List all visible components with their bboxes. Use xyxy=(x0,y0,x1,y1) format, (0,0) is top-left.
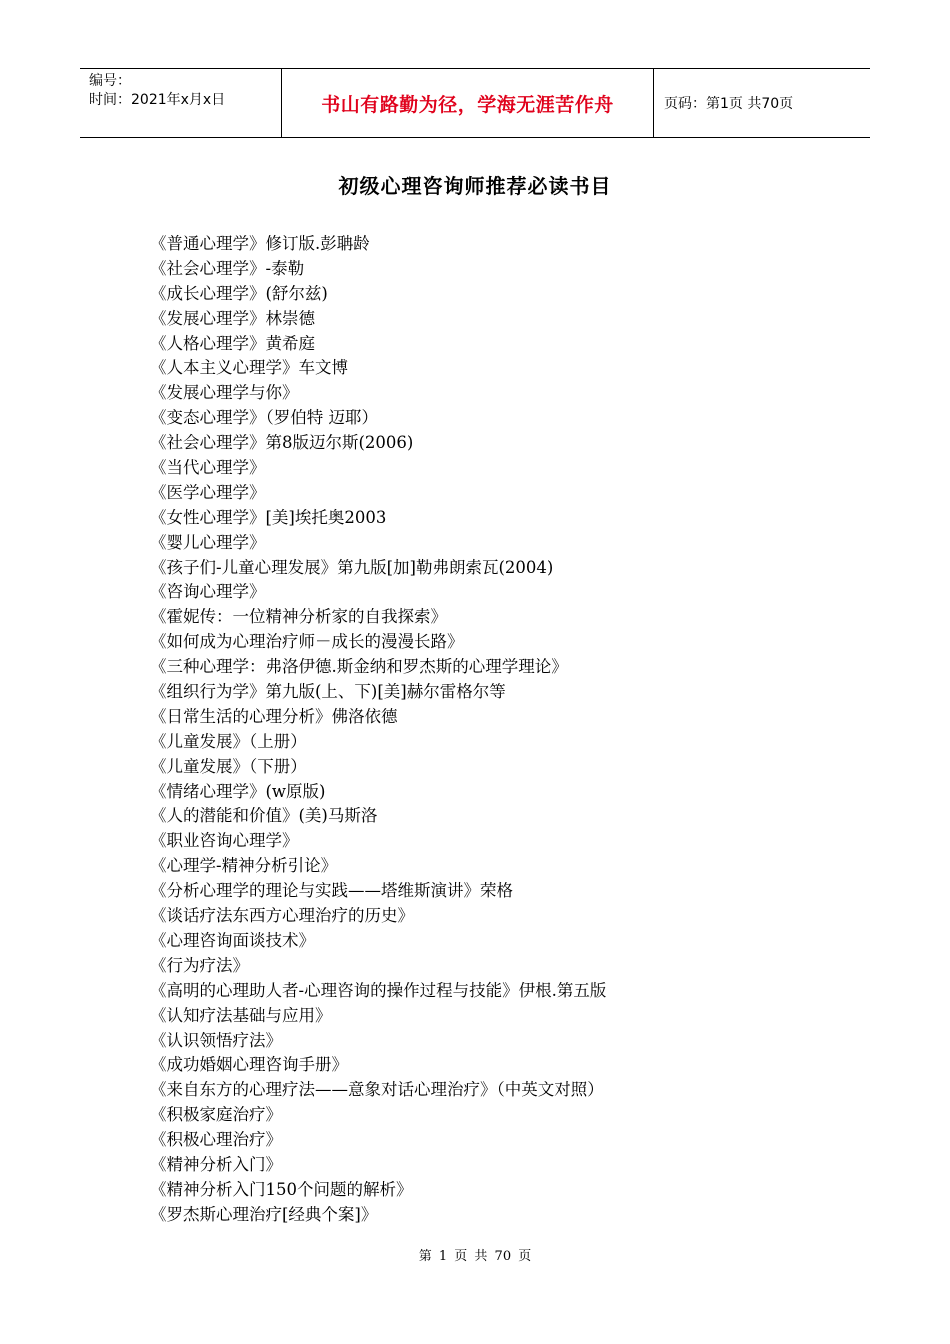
book-list-item: 《发展心理学与你》 xyxy=(150,383,299,403)
book-list-item: 《婴儿心理学》 xyxy=(150,532,266,552)
book-list-item: 《日常生活的心理分析》佛洛依德 xyxy=(150,706,398,726)
header-motto: 书山有路勤为径，学海无涯苦作舟 xyxy=(281,69,654,137)
book-list-item: 《情绪心理学》(w原版) xyxy=(150,781,326,801)
book-list-item: 《认知疗法基础与应用》 xyxy=(150,1005,332,1025)
book-list-item: 《变态心理学》（罗伯特 迈耶） xyxy=(150,408,378,428)
book-list-item: 《社会心理学》-泰勒 xyxy=(150,258,305,278)
book-list-item: 《来自东方的心理疗法——意象对话心理治疗》（中英文对照） xyxy=(150,1080,604,1100)
header-meta xyxy=(80,69,281,137)
book-list-item: 《成功婚姻心理咨询手册》 xyxy=(150,1055,348,1075)
book-list-item: 《精神分析入门150个问题的解析》 xyxy=(150,1179,413,1199)
book-list-item: 《谈话疗法东西方心理治疗的历史》 xyxy=(150,906,414,926)
document-time-label: 时间：2021年x月x日 xyxy=(89,92,226,108)
book-list-item: 《精神分析入门》 xyxy=(150,1154,282,1174)
book-list-item: 《霍妮传：一位精神分析家的自我探索》 xyxy=(150,607,447,627)
book-list-item: 《心理咨询面谈技术》 xyxy=(150,930,315,950)
book-list-item: 《分析心理学的理论与实践——塔维斯演讲》荣格 xyxy=(150,881,513,901)
book-list-item: 《医学心理学》 xyxy=(150,482,266,502)
book-list-item: 《组织行为学》第九版(上、下)[美]赫尔雷格尔等 xyxy=(150,682,506,702)
book-list-item: 《行为疗法》 xyxy=(150,955,249,975)
book-list-item: 《如何成为心理治疗师－成长的漫漫长路》 xyxy=(150,632,464,652)
book-list-item: 《发展心理学》林崇德 xyxy=(150,308,315,328)
book-list-item: 《人的潜能和价值》(美)马斯洛 xyxy=(150,806,378,826)
book-list-item: 《普通心理学》修订版.彭聃龄 xyxy=(150,234,370,253)
page-header xyxy=(80,68,870,138)
document-title: 初级心理咨询师推荐必读书目 xyxy=(338,174,612,198)
book-list-item: 《认识领悟疗法》 xyxy=(150,1030,282,1050)
page-footer: 第 1 页 共 70 页 xyxy=(418,1249,532,1264)
book-list xyxy=(150,232,606,1228)
header-page-info: 页码：第1页 共70页 xyxy=(664,96,794,112)
book-list-item: 《三种心理学：弗洛伊德.斯金纳和罗杰斯的心理学理论》 xyxy=(150,657,568,677)
book-list-item: 《孩子们-儿童心理发展》第九版[加]勒弗朗索瓦(2004) xyxy=(150,557,554,577)
book-list-item: 《积极家庭治疗》 xyxy=(150,1105,282,1125)
book-list-item: 《人本主义心理学》车文博 xyxy=(150,358,348,378)
document-number-label: 编号： xyxy=(89,73,131,89)
book-list-item: 《高明的心理助人者-心理咨询的操作过程与技能》伊根.第五版 xyxy=(150,980,607,1000)
book-list-item: 《积极心理治疗》 xyxy=(150,1130,282,1150)
book-list-item: 《职业咨询心理学》 xyxy=(150,831,299,851)
book-list-item: 《女性心理学》[美]埃托奥2003 xyxy=(150,507,387,527)
book-list-item: 《儿童发展》（下册） xyxy=(150,756,307,776)
book-list-item: 《罗杰斯心理治疗[经典个案]》 xyxy=(150,1204,378,1224)
book-list-item: 《成长心理学》(舒尔兹) xyxy=(150,283,328,303)
book-list-item: 《社会心理学》第8版迈尔斯(2006) xyxy=(150,433,414,453)
book-list-item: 《儿童发展》（上册） xyxy=(150,731,307,751)
book-list-item: 《当代心理学》 xyxy=(150,458,266,478)
book-list-item: 《咨询心理学》 xyxy=(150,582,266,602)
book-list-item: 《心理学-精神分析引论》 xyxy=(150,856,338,876)
book-list-item: 《人格心理学》黄希庭 xyxy=(150,333,315,353)
